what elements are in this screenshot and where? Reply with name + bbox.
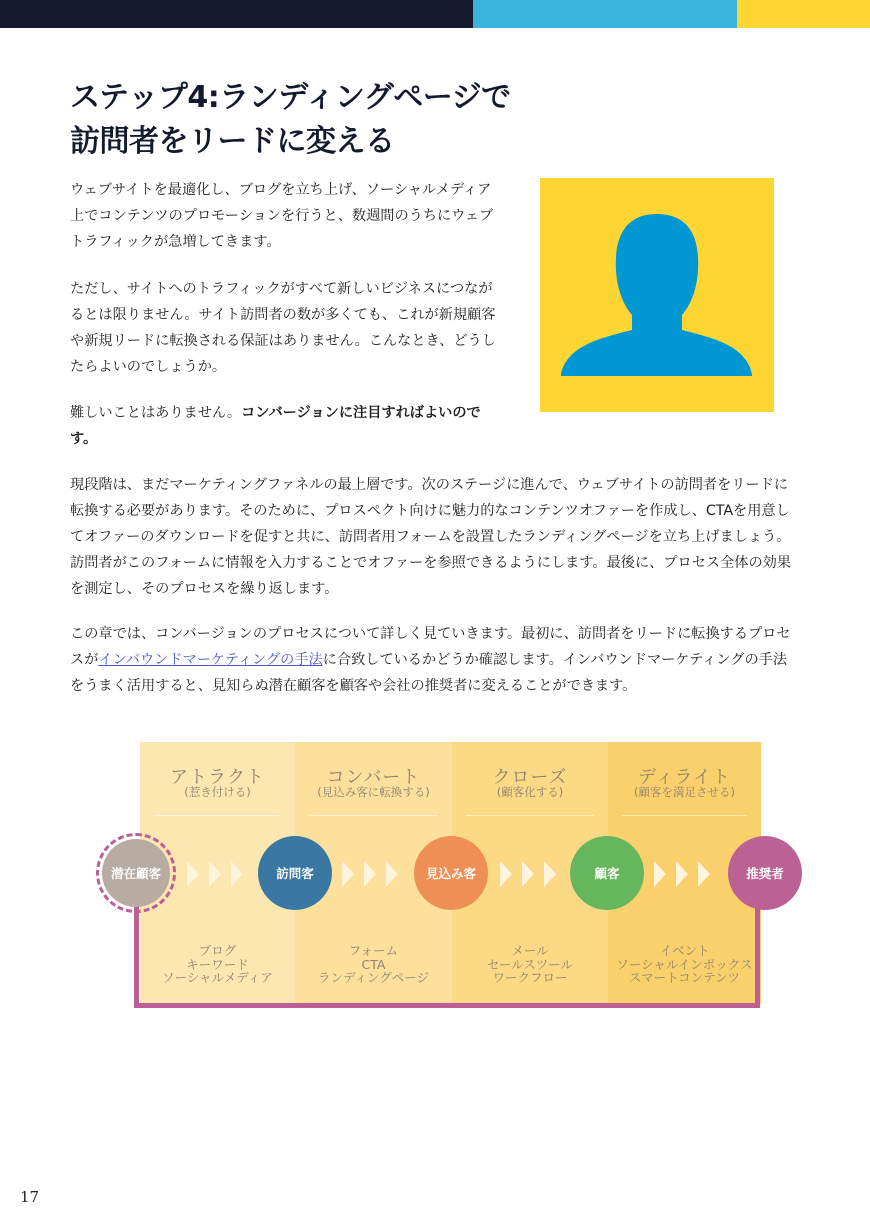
inbound-methodology-link[interactable]: インバウンドマーケティングの手法 [98,652,323,668]
paragraph-funnel: 現段階は、まだマーケティングファネルの最上層です。次のステージに進んで、ウェブサイトの訪問者をリードに転換する必要があります。そのために、プロスペクト向けに魅力的なコンテンツオファーを作成し、CTAを用意してオファーのダウンロードを促すと共に、訪問者用フォームを設置したランディングページを立ち上げましょう。訪問者がこのフォームに情報を入力することでオファーを参照できるようにします。最後に、プロセス全体の効果を測定し、そのプロセスを繰り返します。 [70,477,792,597]
stage-title: コンバート [326,767,421,788]
stage-subtitle: (惹き付ける) [184,785,251,799]
tool-label: ソーシャルメディア [162,970,273,985]
topbar-cyan-segment [473,0,737,28]
node-stranger-circle [102,839,170,907]
tool-label: CTA [361,956,386,972]
chevron-arrows-icon [185,861,257,887]
node-label: 推奨者 [746,866,784,881]
tool-label: ワークフロー [492,970,568,985]
paragraph-conversion [70,400,502,452]
stage-title: アトラクト [170,767,265,788]
title-line-1: ステップ4:ランディングページで [70,80,511,115]
stage-subtitle: (顧客を満足させる) [634,785,735,799]
stage-divider [622,815,747,816]
tool-label: キーワード [186,956,249,972]
tool-label: ソーシャルインボックス [616,956,753,972]
tool-label: ランディングページ [317,970,429,985]
paragraph-chapter [70,621,800,699]
chevron-arrows-icon [652,861,724,887]
stage-divider [466,815,594,816]
stage-divider [154,815,281,816]
node-customer [570,836,644,910]
top-color-bar [0,0,870,28]
stage-title: クローズ [492,767,568,788]
page-number: 17 [20,1188,40,1206]
node-promoter [728,836,802,910]
chapter-text-before: この章では、コンバージョンのプロセスについて詳しく見ていきます。最初に、訪問者をリードに転換するプロセスが [70,626,791,668]
tool-label: セールスツール [486,956,574,972]
node-label: 見込み客 [425,866,476,881]
topbar-yellow-segment [737,0,870,28]
stage-subtitle: (見込み客に転換する) [317,785,430,799]
chevron-arrows-icon [498,861,570,887]
chapter-text-after: に合致しているかどうか確認します。インバウンドマーケティングの手法をうまく活用すると、見知らぬ潜在顧客を顧客や会社の推奨者に変えることができます。 [70,652,788,694]
tool-label: メール [511,943,549,958]
node-visitor [258,836,332,910]
conversion-bold-text: コンバージョンに注目すればよいのです。 [70,405,481,447]
node-label: 訪問客 [276,866,314,881]
tool-label: イベント [659,943,710,958]
title-line-2: 訪問者をリードに変える [70,124,395,159]
node-label: 顧客 [594,866,620,881]
topbar-navy-segment [0,0,473,28]
paragraph-intro: ウェブサイトを最適化し、ブログを立ち上げ、ソーシャルメディア上でコンテンツのプロモーションを行うと、数週間のうちにウェブトラフィックが急増してきます。 [70,182,494,250]
stage-subtitle: (顧客化する) [496,785,564,799]
node-label: 潜在顧客 [110,866,161,881]
conversion-plain-text: 難しいことはありません。 [70,405,242,421]
stage-title: ディライト [637,767,732,788]
tool-label: スマートコンテンツ [628,970,741,985]
inbound-methodology-diagram [92,742,808,1022]
paragraph-traffic: ただし、サイトへのトラフィックがすべて新しいビジネスにつながるとは限りません。サイト訪問者の数が多くても、これが新規顧客や新規リードに転換される保証はありません。こんなとき、どうしたらよいのでしょうか。 [70,281,496,375]
tool-label: ブログ [198,943,237,958]
stage-divider [309,815,438,816]
chevron-arrows-icon [340,861,412,887]
tool-label: フォーム [348,943,399,958]
page-title [70,76,630,164]
node-stranger [96,833,176,913]
person-silhouette-icon [540,178,774,412]
avatar-illustration [540,178,774,412]
node-lead [414,836,488,910]
